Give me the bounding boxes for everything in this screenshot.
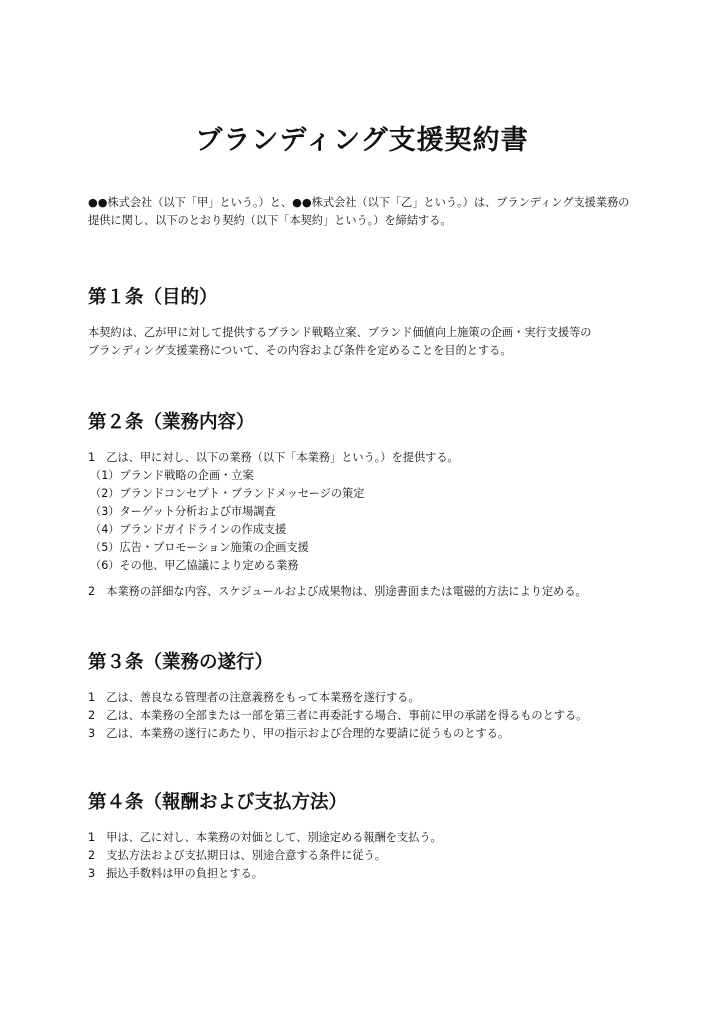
list-item: （1）ブランド戦略の企画・立案 [90, 469, 254, 482]
document-title: ブランディング支援契約書 [195, 125, 529, 156]
preamble-text: ●●株式会社（以下「甲」という。）と、●●株式会社（以下「乙」という。）は、ブランディング支援業務の提供に関し、以下のとおり契約（以下「本契約」という。）を締結する。 [88, 196, 630, 227]
clause-2: 2 支払方法および支払期日は、別途合意する条件に従う。 [88, 849, 386, 862]
list-item: （2）ブランドコンセプト・ブランドメッセージの策定 [90, 487, 365, 500]
list-item: （6）その他、甲乙協議により定める業務 [90, 559, 299, 572]
clause-3: 3 振込手数料は甲の負担とする。 [88, 867, 263, 880]
list-item: （3）ターゲット分析および市場調査 [90, 505, 276, 518]
clause-2: 2 乙は、本業務の全部または一部を第三者に再委託する場合、事前に甲の承諾を得るものとする。 [88, 709, 588, 722]
article-paragraph: ブランディング支援業務について、その内容および条件を定めることを目的とする。 [88, 344, 512, 357]
clause-1: 1 乙は、甲に対し、以下の業務（以下「本業務」という。）を提供する。 [88, 451, 459, 464]
clause-3: 3 乙は、本業務の遂行にあたり、甲の指示および合理的な要請に従うものとする。 [88, 727, 510, 740]
article-body [88, 324, 648, 360]
article-heading: 第１条（目的） [88, 287, 218, 308]
list-item: （4）ブランドガイドラインの作成支援 [90, 523, 287, 536]
article-1-purpose [88, 286, 648, 360]
clause-2: 2 本業務の詳細な内容、スケジュールおよび成果物は、別途書面または電磁的方法により定める。 [88, 585, 587, 598]
spacer [88, 575, 648, 583]
article-body [88, 829, 648, 883]
list-item: （5）広告・プロモーション施策の企画支援 [90, 541, 309, 554]
article-3-performance [88, 651, 648, 743]
clause-1: 1 乙は、善良なる管理者の注意義務をもって本業務を遂行する。 [88, 691, 420, 704]
article-heading: 第２条（業務内容） [88, 412, 255, 433]
article-body [88, 689, 648, 743]
article-body [88, 449, 648, 601]
article-4-fees [88, 791, 648, 883]
article-heading: 第４条（報酬および支払方法） [88, 792, 348, 813]
article-heading: 第３条（業務の遂行） [88, 652, 274, 673]
article-paragraph: 本契約は、乙が甲に対して提供するブランド戦略立案、ブランド価値向上施策の企画・実行支援等の [88, 326, 592, 339]
clause-1: 1 甲は、乙に対し、本業務の対価として、別途定める報酬を支払う。 [88, 831, 442, 844]
article-2-scope [88, 411, 648, 601]
